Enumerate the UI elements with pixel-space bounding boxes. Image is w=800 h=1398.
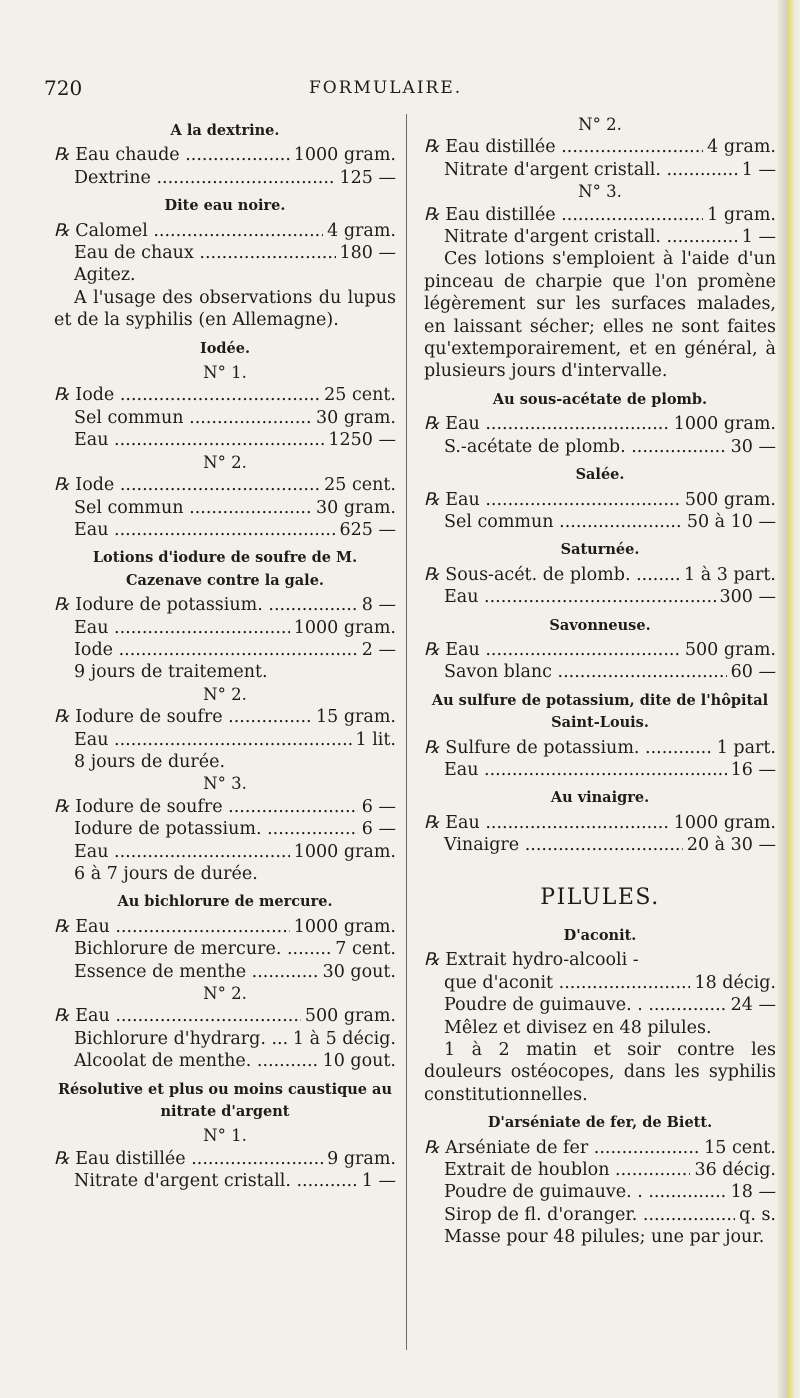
left-column [54, 114, 396, 1193]
recipe-line [424, 1137, 776, 1159]
recipe-line [424, 511, 776, 533]
recipe-symbol: ℞ [424, 812, 440, 833]
recipe-line [424, 759, 776, 781]
ingredient-name [424, 1137, 700, 1159]
section-heading: Au bichlorure de mercure. [117, 893, 333, 911]
ingredient-text: Nitrate d'argent cristall. [444, 159, 661, 180]
recipe-line [54, 729, 396, 751]
text-content: Extrait hydro-alcooli - [445, 950, 639, 971]
ingredient-quantity: 20 à 30 — [686, 835, 776, 856]
ingredient-quantity: 625 — [339, 519, 396, 540]
ingredient-quantity: 30 gram. [316, 497, 396, 518]
ingredient-text: Nitrate d'argent cristall. [444, 227, 661, 248]
ingredient-quantity: 60 — [730, 662, 776, 683]
recipe-line [54, 841, 396, 863]
section-heading: D'aconit. [563, 927, 637, 944]
ingredient-name [54, 220, 323, 242]
ingredient-text: Eau distillée [445, 137, 556, 158]
section-heading: Lotions d'iodure de soufre de M. Cazenave contre la gale. [92, 549, 358, 589]
ingredient-quantity: 2 — [361, 639, 396, 660]
ingredient-quantity: 500 gram. [304, 1006, 396, 1027]
ingredient-quantity: 16 — [730, 759, 776, 780]
ingredient-quantity: 1 lit. [355, 729, 396, 750]
ingredient-text: S.-acétate de plomb. [444, 436, 626, 457]
ingredient-name [424, 834, 683, 856]
ingredient-name [54, 497, 312, 519]
ingredient-quantity: 36 décig. [694, 1160, 776, 1181]
ingredient-quantity: 1000 gram. [293, 841, 396, 862]
ingredient-quantity: 1000 gram. [293, 617, 396, 638]
recipe-symbol: ℞ [54, 1006, 70, 1027]
recipe-line [54, 242, 396, 264]
ingredient-name [424, 159, 738, 181]
ingredient-quantity: 500 gram. [684, 639, 776, 660]
recipe-line [54, 818, 396, 840]
page-header [44, 76, 744, 106]
page-edge-shadow [778, 0, 800, 1398]
ingredient-name [424, 436, 727, 458]
section-heading: Saturnée. [560, 541, 640, 559]
recipe-symbol: ℞ [54, 145, 70, 166]
recipe-symbol: ℞ [424, 489, 440, 510]
ingredient-text: Bichlorure d'hydrarg. [74, 1028, 266, 1049]
ingredient-text: Eau [74, 617, 109, 638]
ingredient-quantity: 1 à 5 décig. [292, 1028, 396, 1049]
ingredient-text: Eau [445, 812, 480, 833]
ingredient-quantity: 1 — [741, 227, 776, 248]
recipe-symbol: ℞ [424, 414, 440, 435]
ingredient-quantity: 15 gram. [316, 707, 396, 728]
ingredient-quantity: 15 cent. [704, 1137, 776, 1158]
ingredient-name [424, 812, 670, 834]
ingredient-name [424, 661, 727, 683]
ingredient-quantity: 30 gout. [322, 961, 396, 982]
ingredient-name [54, 519, 336, 541]
ingredient-text: Iode [75, 385, 115, 406]
ingredient-text: Arséniate de fer [445, 1137, 589, 1158]
recipe-line [424, 586, 776, 608]
recipe-line [54, 1028, 396, 1050]
section-heading: Au sulfure de potassium, dite de l'hôpital Saint-Louis. [431, 691, 769, 732]
recipe-line [54, 916, 396, 938]
ingredient-quantity: 300 — [719, 587, 776, 608]
ingredient-text: Sirop de fl. d'oranger. [444, 1204, 638, 1225]
recipe-line [424, 564, 776, 586]
ingredient-quantity: 1 — [361, 1171, 396, 1192]
recipe-line [54, 961, 396, 983]
ingredient-text: Eau [74, 519, 109, 540]
ingredient-text: Iodure de potassium. [74, 819, 262, 840]
recipe-line [424, 1181, 776, 1203]
ingredient-name [54, 818, 358, 840]
recipe-line [424, 812, 776, 834]
ingredient-name [424, 489, 681, 511]
paragraph: A l'usage des observations du lupus et de la syphilis (en Allemagne). [54, 287, 396, 331]
recipe-line [54, 1050, 396, 1072]
ingredient-text: que d'aconit [444, 972, 554, 993]
recipe-line [424, 972, 776, 994]
ingredient-name [54, 1170, 358, 1192]
recipe-line [424, 737, 776, 759]
recipe-line [424, 994, 776, 1016]
recipe-line [424, 136, 776, 158]
section-heading: Dite eau noire. [164, 197, 286, 215]
recipe-line [424, 1159, 776, 1181]
text-line [424, 949, 776, 971]
ingredient-text: Alcoolat de menthe. [74, 1051, 252, 1072]
ingredient-text: Dextrine [74, 167, 151, 188]
ingredient-name [54, 407, 312, 429]
recipe-line [54, 384, 396, 406]
ingredient-quantity: 1250 — [328, 430, 396, 451]
ingredient-quantity: 4 gram. [327, 220, 396, 241]
ingredient-text: Nitrate d'argent cristall. [74, 1171, 291, 1192]
chapter-title: PILULES. [540, 884, 660, 910]
section-heading: D'arséniate de fer, de Biett. [487, 1114, 713, 1132]
ingredient-quantity: 10 gout. [322, 1051, 396, 1072]
recipe-line [54, 220, 396, 242]
recipe-line [424, 159, 776, 181]
right-column [424, 114, 776, 1249]
ingredient-name [424, 759, 727, 781]
ingredient-name [54, 144, 290, 166]
column-divider [406, 114, 407, 1350]
ingredient-text: Savon blanc [444, 662, 552, 683]
ingredient-text: Calomel [75, 220, 148, 241]
formula-number: N° 3. [203, 774, 247, 794]
ingredient-text: Sel commun [444, 511, 554, 532]
ingredient-name [424, 586, 716, 608]
ingredient-name [424, 204, 703, 226]
recipe-line [54, 1005, 396, 1027]
recipe-line [424, 661, 776, 683]
ingredient-text: Sel commun [74, 497, 184, 518]
recipe-symbol: ℞ [54, 707, 70, 728]
ingredient-name [54, 706, 312, 728]
section-heading: Iodée. [199, 339, 251, 357]
ingredient-name [54, 961, 319, 983]
ingredient-text: Eau [74, 729, 109, 750]
ingredient-name [424, 564, 680, 586]
ingredient-name [54, 617, 290, 639]
ingredient-name [54, 796, 358, 818]
ingredient-quantity: 1000 gram. [293, 916, 396, 937]
ingredient-quantity: 30 gram. [316, 407, 396, 428]
ingredient-text: Iode [74, 639, 114, 660]
ingredient-text: Eau chaude [75, 145, 180, 166]
ingredient-text: Vinaigre [444, 835, 520, 856]
ingredient-name [424, 1181, 727, 1203]
recipe-line [424, 639, 776, 661]
ingredient-quantity: 4 gram. [707, 137, 776, 158]
section-heading: Salée. [575, 466, 625, 484]
ingredient-name [54, 242, 336, 264]
text-line: Agitez. [74, 265, 136, 286]
ingredient-quantity: 1 gram. [707, 204, 776, 225]
ingredient-name [424, 972, 690, 994]
recipe-line [54, 1170, 396, 1192]
ingredient-name [424, 994, 727, 1016]
recipe-line [424, 1204, 776, 1226]
recipe-line [54, 594, 396, 616]
ingredient-text: Essence de menthe [74, 961, 247, 982]
ingredient-name [424, 639, 681, 661]
text-line: 9 jours de traitement. [74, 662, 268, 683]
ingredient-text: Iodure de soufre [75, 707, 223, 728]
ingredient-name [424, 1204, 735, 1226]
ingredient-name [424, 737, 713, 759]
recipe-line [54, 617, 396, 639]
ingredient-text: Eau [445, 489, 480, 510]
ingredient-quantity: 1 — [741, 159, 776, 180]
recipe-symbol: ℞ [54, 220, 70, 241]
ingredient-quantity: 1000 gram. [673, 812, 776, 833]
recipe-line [54, 474, 396, 496]
recipe-line [54, 938, 396, 960]
ingredient-text: Eau distillée [75, 1148, 186, 1169]
formula-number: N° 2. [203, 984, 247, 1004]
ingredient-text: Eau [74, 430, 109, 451]
section-heading: Au vinaigre. [550, 789, 650, 807]
recipe-symbol: ℞ [424, 639, 440, 660]
ingredient-quantity: 25 cent. [324, 475, 396, 496]
section-heading: Savonneuse. [549, 616, 651, 634]
recipe-symbol: ℞ [424, 204, 440, 225]
ingredient-name [54, 639, 358, 661]
paragraph: 1 à 2 matin et soir contre les douleurs ostéocopes, dans les syphilis constitutionnelles. [424, 1040, 776, 1105]
recipe-line [424, 436, 776, 458]
ingredient-quantity: 125 — [339, 167, 396, 188]
formula-number: N° 2. [203, 684, 247, 704]
ingredient-text: Poudre de guimauve. . [444, 995, 643, 1016]
ingredient-text: Eau [74, 841, 109, 862]
section-heading: A la dextrine. [170, 122, 280, 139]
ingredient-text: Iodure de soufre [75, 796, 223, 817]
recipe-symbol: ℞ [54, 385, 70, 406]
recipe-line [54, 407, 396, 429]
recipe-symbol: ℞ [54, 595, 70, 616]
formula-number: N° 2. [203, 452, 247, 472]
recipe-symbol: ℞ [424, 564, 440, 585]
ingredient-text: Eau [444, 587, 479, 608]
ingredient-name [54, 474, 320, 496]
ingredient-quantity: 1000 gram. [293, 145, 396, 166]
ingredient-name [54, 384, 320, 406]
recipe-line [424, 204, 776, 226]
recipe-symbol: ℞ [54, 796, 70, 817]
ingredient-quantity: 25 cent. [324, 385, 396, 406]
ingredient-name [54, 841, 290, 863]
ingredient-quantity: 500 gram. [684, 489, 776, 510]
ingredient-quantity: 1 à 3 part. [684, 564, 776, 585]
ingredient-name [424, 226, 738, 248]
ingredient-quantity: 180 — [339, 243, 396, 264]
ingredient-text: Iode [75, 475, 115, 496]
ingredient-name [424, 136, 703, 158]
ingredient-quantity: q. s. [739, 1204, 776, 1225]
ingredient-name [54, 1005, 301, 1027]
section-heading: Au sous-acétate de plomb. [492, 390, 708, 408]
ingredient-quantity: 1000 gram. [673, 414, 776, 435]
recipe-line [54, 144, 396, 166]
ingredient-text: Sous-acét. de plomb. [445, 564, 631, 585]
ingredient-name [54, 729, 352, 751]
ingredient-quantity: 6 — [361, 796, 396, 817]
ingredient-text: Eau [445, 639, 480, 660]
ingredient-name [54, 167, 336, 189]
text-line: Mêlez et divisez en 48 pilules. [444, 1017, 712, 1038]
formula-number: N° 3. [578, 182, 622, 202]
ingredient-text: Eau [75, 916, 110, 937]
ingredient-name [424, 511, 683, 533]
ingredient-text: Iodure de potassium. [75, 595, 263, 616]
ingredient-name [424, 1159, 690, 1181]
recipe-line [54, 429, 396, 451]
running-head: FORMULAIRE. [309, 78, 463, 98]
ingredient-quantity: 18 décig. [694, 972, 776, 993]
ingredient-quantity: 9 gram. [327, 1148, 396, 1169]
recipe-line [54, 167, 396, 189]
recipe-line [54, 1148, 396, 1170]
ingredient-text: Sulfure de potassium. [445, 737, 640, 758]
recipe-symbol: ℞ [54, 1148, 70, 1169]
ingredient-name [54, 938, 331, 960]
ingredient-text: Eau de chaux [74, 243, 194, 264]
ingredient-quantity: 1 part. [716, 737, 776, 758]
recipe-line [424, 226, 776, 248]
ingredient-name [54, 594, 358, 616]
recipe-line [424, 834, 776, 856]
ingredient-quantity: 24 — [730, 995, 776, 1016]
ingredient-text: Eau [444, 759, 479, 780]
ingredient-text: Sel commun [74, 407, 184, 428]
page-number: 720 [44, 76, 83, 100]
ingredient-quantity: 8 — [361, 595, 396, 616]
recipe-line [54, 706, 396, 728]
recipe-line [54, 519, 396, 541]
ingredient-text: Eau [75, 1006, 110, 1027]
ingredient-name [54, 1148, 323, 1170]
recipe-symbol: ℞ [424, 950, 440, 971]
recipe-symbol: ℞ [424, 1137, 440, 1158]
ingredient-quantity: 6 — [361, 819, 396, 840]
text-line: 6 à 7 jours de durée. [74, 864, 258, 884]
recipe-symbol: ℞ [54, 475, 70, 496]
formula-number: N° 1. [203, 363, 247, 383]
recipe-symbol: ℞ [424, 137, 440, 158]
ingredient-text: Bichlorure de mercure. [74, 939, 282, 960]
ingredient-name [54, 916, 290, 938]
ingredient-name [54, 1028, 289, 1050]
recipe-line [54, 796, 396, 818]
recipe-symbol: ℞ [54, 916, 70, 937]
ingredient-name [424, 413, 670, 435]
formula-number: N° 1. [203, 1126, 247, 1146]
ingredient-quantity: 7 cent. [335, 939, 396, 960]
ingredient-name [54, 1050, 319, 1072]
ingredient-quantity: 50 à 10 — [686, 511, 776, 532]
recipe-line [424, 489, 776, 511]
ingredient-name [54, 429, 324, 451]
recipe-line [54, 639, 396, 661]
ingredient-text: Eau distillée [445, 204, 556, 225]
ingredient-text: Eau [445, 414, 480, 435]
ingredient-text: Extrait de houblon [444, 1160, 610, 1181]
formula-number: N° 2. [578, 115, 622, 134]
text-line: 8 jours de durée. [74, 751, 226, 772]
recipe-symbol: ℞ [424, 737, 440, 758]
text-line: Masse pour 48 pilules; une par jour. [444, 1227, 765, 1248]
recipe-line [54, 497, 396, 519]
section-heading: Résolutive et plus ou moins caustique au nitrate d'argent [57, 1080, 392, 1121]
paragraph: Ces lotions s'emploient à l'aide d'un pinceau de charpie que l'on promène légèrement sur les surfaces malades, en laissant sécher; elles ne sont faites qu'extemporairement, et en général, à plusieurs jours d'intervalle. [424, 249, 776, 382]
ingredient-text: Poudre de guimauve. . [444, 1182, 643, 1203]
recipe-line [424, 413, 776, 435]
ingredient-quantity: 30 — [730, 436, 776, 457]
ingredient-quantity: 18 — [730, 1182, 776, 1203]
